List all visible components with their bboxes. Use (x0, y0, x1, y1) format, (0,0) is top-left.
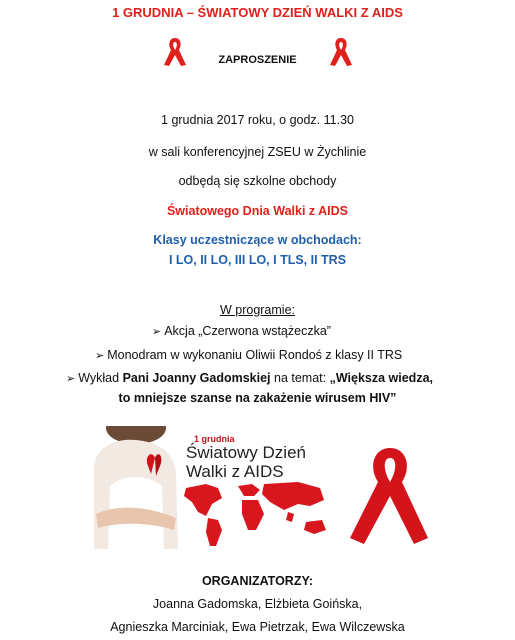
organizers-line-2: Agnieszka Marciniak, Ewa Pietrzak, Ewa Wilczewska (110, 620, 405, 634)
aids-day-banner (88, 426, 434, 549)
program-item-3-topic: „Większa wiedza, (329, 371, 433, 385)
arrow-bullet-icon: ➢ (95, 350, 105, 362)
program-heading: W programie: (219, 303, 296, 317)
arrow-bullet-icon: ➢ (152, 326, 162, 338)
classes-list: I LO, II LO, III LO, I TLS, II TRS (168, 253, 347, 267)
arrow-bullet-icon: ➢ (66, 373, 76, 385)
event-name: Światowego Dnia Walki z AIDS (166, 204, 349, 218)
program-item-3-prefix: Wykład (78, 371, 123, 385)
page-title: 1 GRUDNIA – ŚWIATOWY DZIEŃ WALKI Z AIDS (112, 5, 403, 20)
banner-line-2: Walki z AIDS (186, 462, 284, 481)
banner-date: 1 grudnia (194, 434, 235, 444)
program-item-2-text: Monodram w wykonaniu Oliwii Rondoś z klasy II TRS (107, 348, 403, 362)
organizers-line-1: Joanna Gadomska, Elżbieta Goińska, (152, 597, 363, 611)
event-place: w sali konferencyjnej ZSEU w Żychlinie (148, 145, 367, 159)
event-date: 1 grudnia 2017 roku, o godz. 11.30 (161, 113, 354, 127)
program-item-3-topic-cont: to mniejsze szanse na zakażenie wirusem HIV” (118, 391, 397, 405)
banner-illustration (88, 426, 434, 549)
classes-heading: Klasy uczestniczące w obchodach: (153, 233, 362, 247)
program-item-3-middle: na temat: (270, 371, 330, 385)
program-item-3 (66, 371, 433, 385)
program-item-3-person: Pani Joanny Gadomskiej (122, 371, 271, 385)
program-item-1 (152, 324, 331, 338)
organizers-heading: ORGANIZATORZY: (201, 574, 314, 588)
invitation-heading: ZAPROSZENIE (218, 54, 297, 66)
program-item-1-text: Akcja „Czerwona wstążeczka” (164, 324, 331, 338)
banner-line-1: Światowy Dzień (186, 443, 306, 462)
program-item-2 (95, 348, 402, 362)
event-action: odbędą się szkolne obchody (178, 174, 337, 188)
